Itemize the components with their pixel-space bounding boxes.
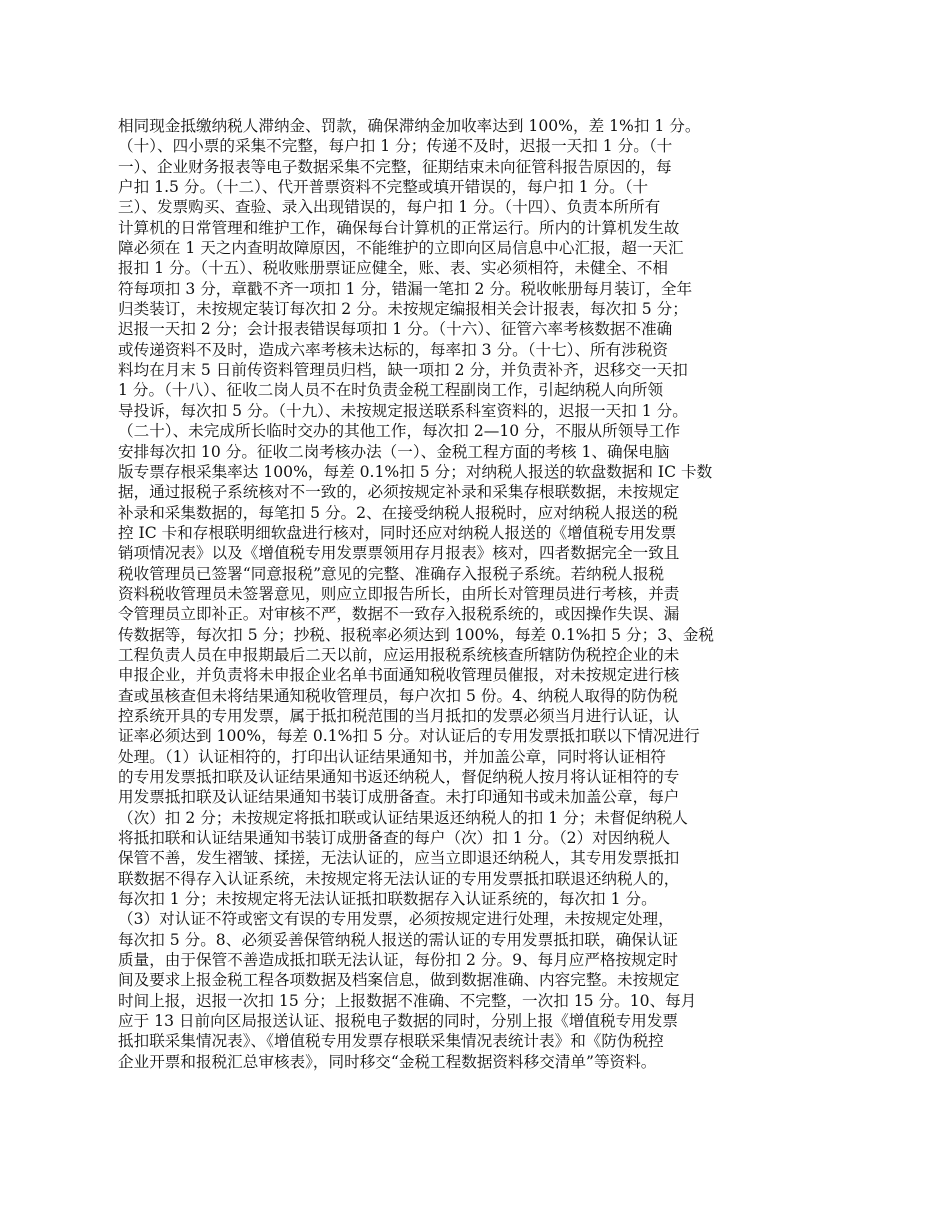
text-line: 传数据等，每次扣 5 分；抄税、报税率必须达到 100%，每差 0.1%扣 5 分；3、金税	[118, 625, 714, 644]
text-line: 控系统开具的专用发票，属于抵扣税范围的当月抵扣的发票必须当月进行认证，认	[118, 706, 680, 725]
text-line: 抵扣联采集情况表》、《增值税专用发票存根联采集情况表统计表》和《防伪税控	[118, 1032, 664, 1051]
text-line: 料均在月末 5 日前传资料管理员归档，缺一项扣 2 分，并负责补齐，迟移交一天扣	[118, 361, 688, 380]
text-line: 相同现金抵缴纳税人滞纳金、罚款，确保滞纳金加收率达到 100%，差 1%扣 1 分。	[118, 117, 701, 135]
body-text	[118, 116, 830, 1072]
text-line: （二十）、未完成所长临时交办的其他工作，每次扣 2—10 分，不服从所领导工作	[118, 422, 681, 441]
text-line: 三）、发票购买、查验、录入出现错误的，每户扣 1 分。（十四）、负责本所所有	[118, 198, 661, 217]
text-line: 时间上报，迟报一次扣 15 分；上报数据不准确、不完整，一次扣 15 分。10、每月	[118, 991, 697, 1010]
text-line: 应于 13 日前向区局报送认证、报税电子数据的同时，分别上报《增值税专用发票	[118, 1012, 678, 1031]
text-line: 计算机的日常管理和维护工作，确保每台计算机的正常运行。所内的计算机发生故	[118, 218, 680, 237]
text-line: 质量，由于保管不善造成抵扣联无法认证，每份扣 2 分。9、每月应严格按规定时	[118, 951, 678, 970]
text-line: 控 IC 卡和存根联明细软盘进行核对，同时还应对纳税人报送的《增值税专用发票	[118, 523, 677, 542]
text-line: 联数据不得存入认证系统，未按规定将无法认证的专用发票抵扣联退还纳税人的，	[118, 869, 680, 888]
text-line: 资料税收管理员未签署意见，则应立即报告所长，由所长对管理员进行考核，并责	[118, 584, 680, 603]
text-line: （十）、四小票的采集不完整，每户扣 1 分；传递不及时，迟报一天扣 1 分。（十	[118, 137, 673, 156]
text-line: 报扣 1 分。（十五）、税收账册票证应健全，账、表、实必须相符，未健全、不相	[118, 259, 669, 278]
text-line: 企业开票和报税汇总审核表》，同时移交“金税工程数据资料移交清单”等资料。	[118, 1052, 657, 1071]
text-line: 导投诉，每次扣 5 分。（十九）、未按规定报送联系科室资料的，迟报一天扣 1 分。	[118, 401, 688, 420]
text-line: 工程负责人员在申报期最后二天以前，应运用报税系统核查所辖防伪税控企业的未	[118, 645, 680, 664]
text-line: 每次扣 1 分；未按规定将无法认证抵扣联数据存入认证系统的，每次扣 1 分。	[118, 890, 657, 909]
text-line: 销项情况表》以及《增值税专用发票票领用存月报表》核对，四者数据完全一致且	[118, 544, 680, 563]
text-line: （次）扣 2 分；未按规定将抵扣联或认证结果返还纳税人的扣 1 分；未督促纳税人	[118, 808, 688, 827]
text-line: 补录和采集数据的，每笔扣 5 分。2、在接受纳税人报税时，应对纳税人报送的税	[118, 503, 678, 522]
text-line: 的专用发票抵扣联及认证结果通知书返还纳税人，督促纳税人按月将认证相符的专	[118, 768, 680, 786]
text-line: 保管不善，发生褶皱、揉搓，无法认证的，应当立即退还纳税人，其专用发票抵扣	[118, 849, 680, 868]
text-line: 安排每次扣 10 分。征收二岗考核办法（一）、金税工程方面的考核 1、确保电脑	[118, 442, 670, 461]
text-line: 归类装订，未按规定装订每次扣 2 分。未按规定编报相关会计报表，每次扣 5 分；	[118, 300, 688, 319]
text-line: 用发票抵扣联及认证结果通知书装订成册备查。未打印通知书或未加盖公章，每户	[118, 788, 680, 807]
text-line: 令管理员立即补正。对审核不严，数据不一致存入报税系统的，或因操作失误、漏	[118, 605, 680, 624]
text-line: 查或虽核查但未将结果通知税收管理员，每户次扣 5 份。4、纳税人取得的防伪税	[118, 686, 678, 705]
text-line: 将抵扣联和认证结果通知书装订成册备查的每户（次）扣 1 分。（2）对因纳税人	[118, 829, 671, 848]
text-line: 一）、企业财务报表等电子数据采集不完整，征期结束未向征管科报告原因的，每	[118, 157, 672, 176]
text-line: 处理。（1）认证相符的，打印出认证结果通知书，并加盖公章，同时将认证相符	[118, 747, 666, 766]
text-line: 每次扣 5 分。8、必须妥善保管纳税人报送的需认证的专用发票抵扣联，确保认证	[118, 930, 678, 949]
text-line: 1 分。（十八）、征收二岗人员不在时负责金税工程副岗工作，引起纳税人向所领	[118, 381, 664, 400]
text-line: 版专票存根采集率达 100%，每差 0.1%扣 5 分；对纳税人报送的软盘数据和 IC 卡数	[118, 462, 713, 481]
text-line: 符每项扣 3 分，章戳不齐一项扣 1 分，错漏一笔扣 2 分。税收帐册每月装订，全年	[118, 279, 693, 298]
text-line: 间及要求上报金税工程各项数据及档案信息，做到数据准确、内容完整。未按规定	[118, 971, 680, 990]
text-line: 户扣 1.5 分。（十二）、代开普票资料不完整或填开错误的，每户扣 1 分。（十	[118, 178, 649, 197]
text-line: 迟报一天扣 2 分；会计报表错误每项扣 1 分。（十六）、征管六率考核数据不准确	[118, 320, 673, 339]
text-line: 税收管理员已签署“同意报税”意见的完整、准确存入报税子系统。若纳税人报税	[118, 564, 665, 583]
text-line: 证率必须达到 100%，每差 0.1%扣 5 分。对认证后的专用发票抵扣联以下情况进行	[118, 727, 700, 746]
text-line: （3）对认证不符或密文有误的专用发票，必须按规定进行处理，未按规定处理，	[118, 910, 674, 929]
text-line: 或传递资料不及时，造成六率考核未达标的，每率扣 3 分。（十七）、所有涉税资	[118, 340, 669, 359]
text-line: 申报企业，并负责将未申报企业名单书面通知税收管理员催报，对未按规定进行核	[118, 666, 680, 685]
text-line: 障必须在 1 天之内查明故障原因，不能维护的立即向区局信息中心汇报，超一天汇	[118, 239, 684, 258]
text-line: 据，通过报税子系统核对不一致的，必须按规定补录和采集存根联数据，未按规定	[118, 483, 680, 502]
